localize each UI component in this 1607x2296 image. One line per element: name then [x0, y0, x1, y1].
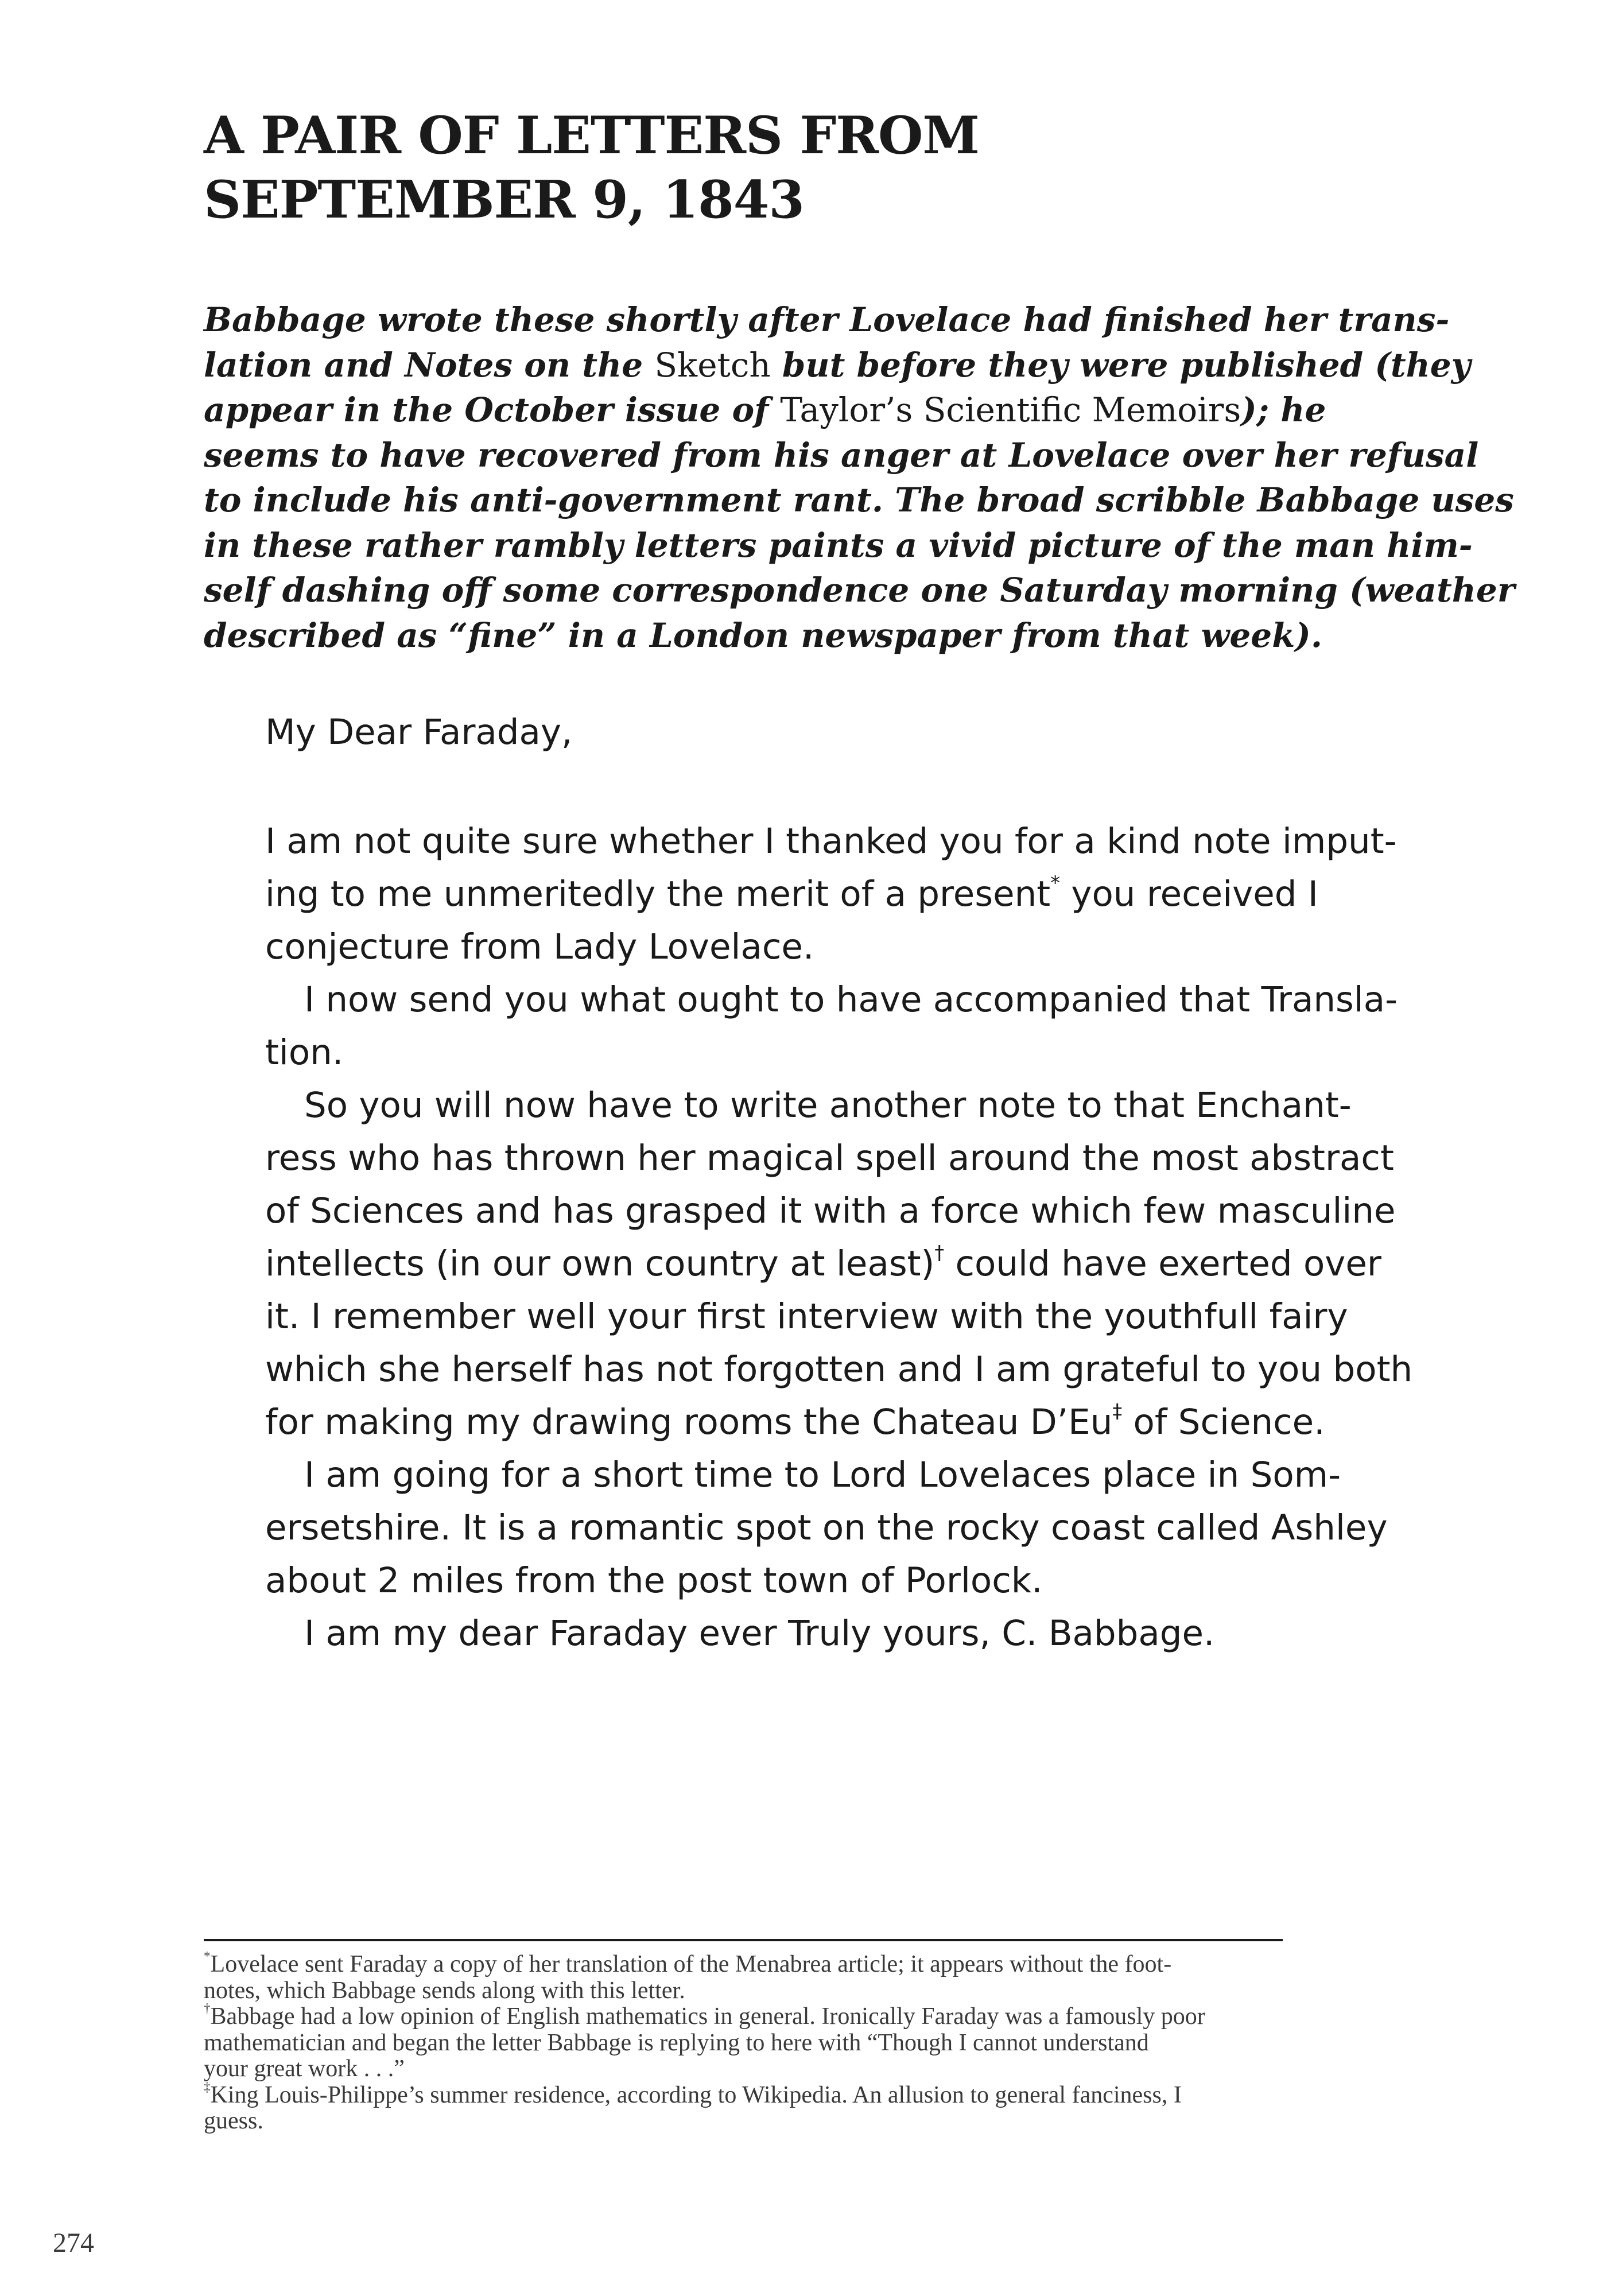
letter-line: I am going for a short time to Lord Lovelaces place in Som- — [304, 1455, 1341, 1495]
footnote-mark: * — [204, 1948, 211, 1964]
footnote-line: *Lovelace sent Faraday a copy of her translation of the Menabrea article; it appears without the foot- — [204, 1948, 1172, 1977]
letter-line: for making my drawing rooms the Chateau D’Eu‡ of Science. — [265, 1399, 1325, 1442]
intro-line: appear in the October issue of Taylor’s Scientific Memoirs); he — [204, 390, 1326, 429]
letter-line: conjecture from Lady Lovelace. — [265, 926, 814, 967]
intro-line: to include his anti-government rant. The broad scribble Babbage uses — [204, 480, 1514, 519]
letter-line: ress who has thrown her magical spell around the most abstract — [265, 1138, 1394, 1178]
footnote-mark: ‡ — [204, 2078, 211, 2094]
letter-salutation: My Dear Faraday, — [265, 712, 573, 753]
intro-line: Babbage wrote these shortly after Lovelace had finished her trans- — [204, 300, 1450, 339]
footnote-line: notes, which Babbage sends along with this letter. — [204, 1977, 685, 2004]
intro-line: self dashing off some correspondence one Saturday morning (weather — [204, 571, 1515, 610]
letter-line: about 2 miles from the post town of Porlock. — [265, 1560, 1043, 1601]
intro-line: seems to have recovered from his anger at Lovelace over her refusal — [204, 435, 1479, 475]
letter-signoff: I am my dear Faraday ever Truly yours, C. Babbage. — [304, 1613, 1215, 1654]
footnote-line: guess. — [204, 2108, 263, 2134]
footnote-mark: † — [934, 1241, 945, 1264]
letter-line: intellects (in our own country at least)† could have exerted over — [265, 1241, 1382, 1284]
letter-line: So you will now have to write another note to that Enchant- — [304, 1085, 1352, 1126]
letter-line: of Sciences and has grasped it with a force which few masculine — [265, 1190, 1396, 1231]
page-number: 274 — [53, 2228, 94, 2258]
footnote-mark: † — [204, 2000, 211, 2016]
letter-line: ersetshire. It is a romantic spot on the rocky coast called Ashley — [265, 1507, 1388, 1548]
journal-title: Taylor’s Scientific Memoirs — [780, 390, 1241, 429]
intro-paragraph — [204, 297, 1515, 658]
intro-line: described as “fine” in a London newspaper from that week). — [204, 615, 1323, 655]
sketch-title: Sketch — [654, 345, 771, 385]
footnote-mark: * — [1050, 871, 1060, 894]
letter-line: I am not quite sure whether I thanked you for a kind note imput- — [265, 821, 1397, 862]
footnote-line: ‡King Louis-Philippe’s summer residence, according to Wikipedia. An allusion to general fanciness, I — [204, 2078, 1182, 2108]
page-title — [204, 103, 1409, 232]
letter-line: tion. — [265, 1032, 344, 1073]
footnote-divider — [204, 1939, 1283, 1941]
intro-line: in these rather rambly letters paints a vivid picture of the man him- — [204, 525, 1473, 565]
footnote-line: your great work . . .” — [204, 2055, 405, 2082]
letter-line: ing to me unmeritedly the merit of a present* you received I — [265, 871, 1318, 914]
letter-line: it. I remember well your first interview with the youthfull fairy — [265, 1296, 1348, 1337]
footnote-line: mathematician and began the letter Babbage is replying to here with “Though I cannot understand — [204, 2029, 1149, 2056]
title-line: SEPTEMBER 9, 1843 — [204, 169, 805, 230]
letter-line: I now send you what ought to have accompanied that Transla- — [304, 979, 1398, 1020]
footnotes — [204, 1948, 1409, 2135]
footnote-mark: ‡ — [1112, 1399, 1123, 1422]
footnote-line: †Babbage had a low opinion of English mathematics in general. Ironically Faraday was a famously poor — [204, 2000, 1205, 2030]
intro-line: lation and Notes on the Sketch but before they were published (they — [204, 345, 1471, 385]
letter-line: which she herself has not forgotten and I am grateful to you both — [265, 1349, 1413, 1390]
title-line: A PAIR OF LETTERS FROM — [204, 105, 980, 166]
